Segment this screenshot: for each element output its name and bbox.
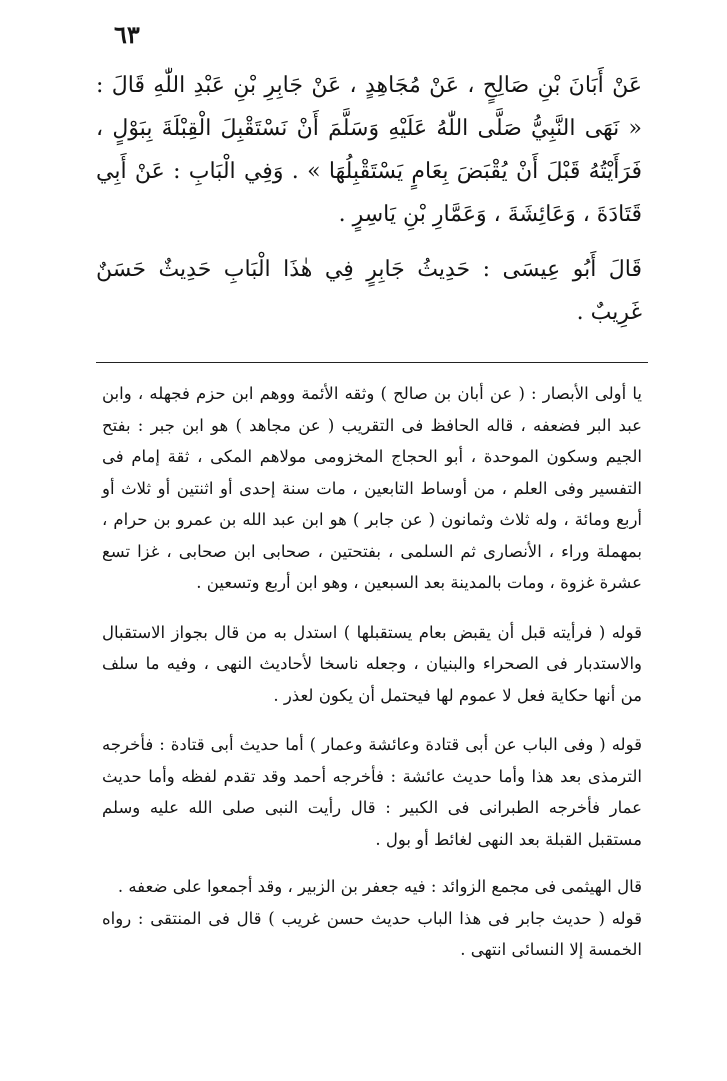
commentary-paragraph: قوله ( فرأيته قبل أن يقبض بعام يستقبلها ) استدل به من قال بجواز الاستقبال والاستدبار فى الصحراء والبنيان ، وجعله ناسخا لأحاديث النهى ، وفيه ما سلف من أنها حكاية فعل لا عموم لها فيحتمل أن يكون لعذر .: [102, 622, 642, 705]
page-number: ٦٣: [114, 20, 140, 49]
hadith-paragraph: عَنْ أَبَانَ بْنِ صَالِحٍ ، عَنْ مُجَاهِدٍ ، عَنْ جَابِرِ بْنِ عَبْدِ اللّٰهِ قَالَ : « نَهَى النَّبِيُّ صَلَّى اللّٰهُ عَلَيْهِ وَسَلَّمَ أَنْ نَسْتَقْبِلَ الْقِبْلَةَ بِبَوْلٍ ، فَرَأَيْتُهُ قَبْلَ أَنْ يُقْبَضَ بِعَامٍ يَسْتَقْبِلُهَا » . وَفِي الْبَابِ : عَنْ أَبِي قَتَادَةَ ، وَعَائِشَةَ ، وَعَمَّارِ بْنِ يَاسِرٍ .: [96, 73, 642, 227]
commentary-paragraph: قال الهيثمى فى مجمع الزوائد : فيه جعفر بن الزبير ، وقد أجمعوا على ضعفه .: [117, 877, 642, 896]
commentary-paragraph: قوله ( وفى الباب عن أبى قتادة وعائشة وعمار ) أما حديث أبى قتادة : فأخرجه الترمذى بعد هذا وأما حديث عائشة : فأخرجه أحمد وقد تقدم لفظه وأما حديث عمار فأخرجه الطبرانى فى الكبير : قال رأيت النبى صلى الله عليه وسلم مستقبل القبلة بعد النهى لغائط أو بول .: [102, 735, 642, 849]
hadith-text: [96, 64, 642, 334]
footnote-divider: [96, 362, 648, 363]
commentary-paragraph: يا أولى الأبصار : ( عن أبان بن صالح ) وثقه الأئمة ووهم ابن حزم فجهله ، وابن عبد البر فضعفه ، قاله الحافظ فى التقريب ( عن مجاهد ) هو ابن جبر : بفتح الجيم وسكون الموحدة ، أبو الحجاج المخزومى مولاهم المكى ، ثقة إمام فى التفسير وفى العلم ، من أوساط التابعين ، مات سنة إحدى أو اثنتين أو ثلاث أو أربع ومائة ، وله ثلاث وثمانون ( عن جابر ) هو ابن عبد الله بن عمرو بن حرام ، بمهملة وراء ، الأنصارى ثم السلمى ، بفتحتين ، صحابى ابن صحابى ، غزا تسع عشرة غزوة ، ومات بالمدينة بعد السبعين ، وهو ابن أربع وتسعين .: [102, 384, 642, 592]
commentary: [102, 378, 642, 966]
commentary-paragraph: قوله ( حديث جابر فى هذا الباب حديث حسن غريب ) قال فى المنتقى : رواه الخمسة إلا النسائى انتهى .: [102, 908, 642, 959]
hadith-verdict-paragraph: قَالَ أَبُو عِيسَى : حَدِيثُ جَابِرٍ فِي هٰذَا الْبَابِ حَدِيثٌ حَسَنٌ غَرِيبٌ .: [96, 257, 642, 325]
